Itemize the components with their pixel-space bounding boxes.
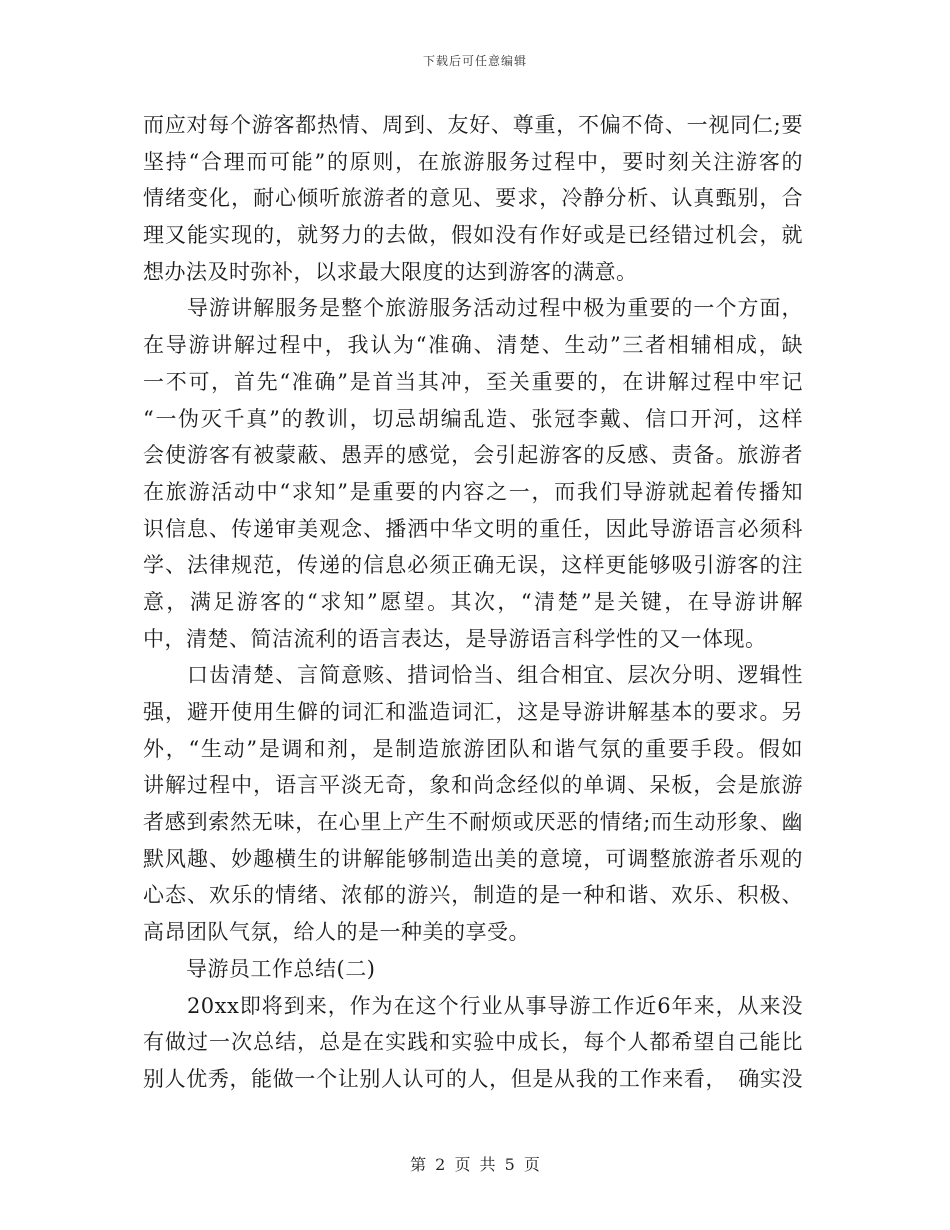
text-line: 坚持“合理而可能”的原则，在旅游服务过程中，要时刻关注游客的 — [143, 149, 803, 174]
text-line: 中，清楚、简洁流利的语言表达，是导游语言科学性的又一体现。 — [143, 626, 767, 651]
text-line: 默风趣、妙趣横生的讲解能够制造出美的意境，可调整旅游者乐观的 — [143, 846, 803, 871]
text-line: 在旅游活动中“求知”是重要的内容之一，而我们导游就起着传播知 — [143, 479, 803, 504]
text-line: 高昂团队气氛，给人的是一种美的享受。 — [143, 920, 530, 945]
text-line: 导游讲解服务是整个旅游服务活动过程中极为重要的一个方面， — [143, 296, 803, 321]
text-line: 而应对每个游客都热情、周到、友好、尊重，不偏不倚、一视同仁;要 — [143, 113, 803, 137]
text-line: 情绪变化，耐心倾听旅游者的意见、要求，冷静分析、认真甄别，合 — [143, 186, 803, 211]
text-line: 别人优秀，能做一个让别人认可的人，但是从我的工作来看， 确实没 — [143, 1066, 803, 1091]
text-line: 想办法及时弥补，以求最大限度的达到游客的满意。 — [143, 259, 638, 284]
text-line: 会使游客有被蒙蔽、愚弄的感觉，会引起游客的反感、责备。旅游者 — [143, 443, 803, 468]
text-line: 口齿清楚、言简意赅、措词恰当、组合相宜、层次分明、逻辑性 — [143, 663, 803, 688]
text-line: 一不可，首先“准确”是首当其冲，至关重要的，在讲解过程中牢记 — [143, 369, 803, 394]
text-line: 强，避开使用生僻的词汇和滥造词汇，这是导游讲解基本的要求。另 — [143, 700, 803, 724]
text-line: 在导游讲解过程中，我认为“准确、清楚、生动”三者相辅相成，缺 — [143, 333, 803, 358]
text-line: 识信息、传递审美观念、播洒中华文明的重任，因此导游语言必须科 — [143, 516, 803, 541]
document-body — [143, 107, 803, 1098]
text-line: 20xx即将到来，作为在这个行业从事导游工作近6年来，从来没 — [143, 993, 803, 1018]
text-line: “一伪灭千真”的教训，切忌胡编乱造、张冠李戴、信口开河，这样 — [143, 406, 803, 431]
text-line: 者感到索然无味，在心里上产生不耐烦或厌恶的情绪;而生动形象、幽 — [143, 810, 803, 835]
page-header: 下载后可任意编辑 — [422, 54, 527, 68]
text-line: 讲解过程中，语言平淡无奇，象和尚念经似的单调、呆板，会是旅游 — [143, 773, 803, 798]
text-line: 学、法律规范，传递的信息必须正确无误，这样更能够吸引游客的注 — [143, 553, 803, 578]
text-line: 有做过一次总结，总是在实践和实验中成长，每个人都希望自己能比 — [143, 1030, 803, 1055]
text-line: 理又能实现的，就努力的去做，假如没有作好或是已经错过机会，就 — [143, 223, 803, 248]
page-number: 第 2 页 共 5 页 — [410, 1155, 540, 1174]
text-line: 外，“生动”是调和剂，是制造旅游团队和谐气氛的重要手段。假如 — [143, 736, 803, 761]
section-heading: 导游员工作总结(二) — [143, 956, 376, 981]
text-line: 意，满足游客的“求知”愿望。其次，“清楚”是关键，在导游讲解 — [143, 589, 803, 614]
text-line: 心态、欢乐的情绪、浓郁的游兴，制造的是一种和谐、欢乐、积极、 — [143, 883, 803, 908]
